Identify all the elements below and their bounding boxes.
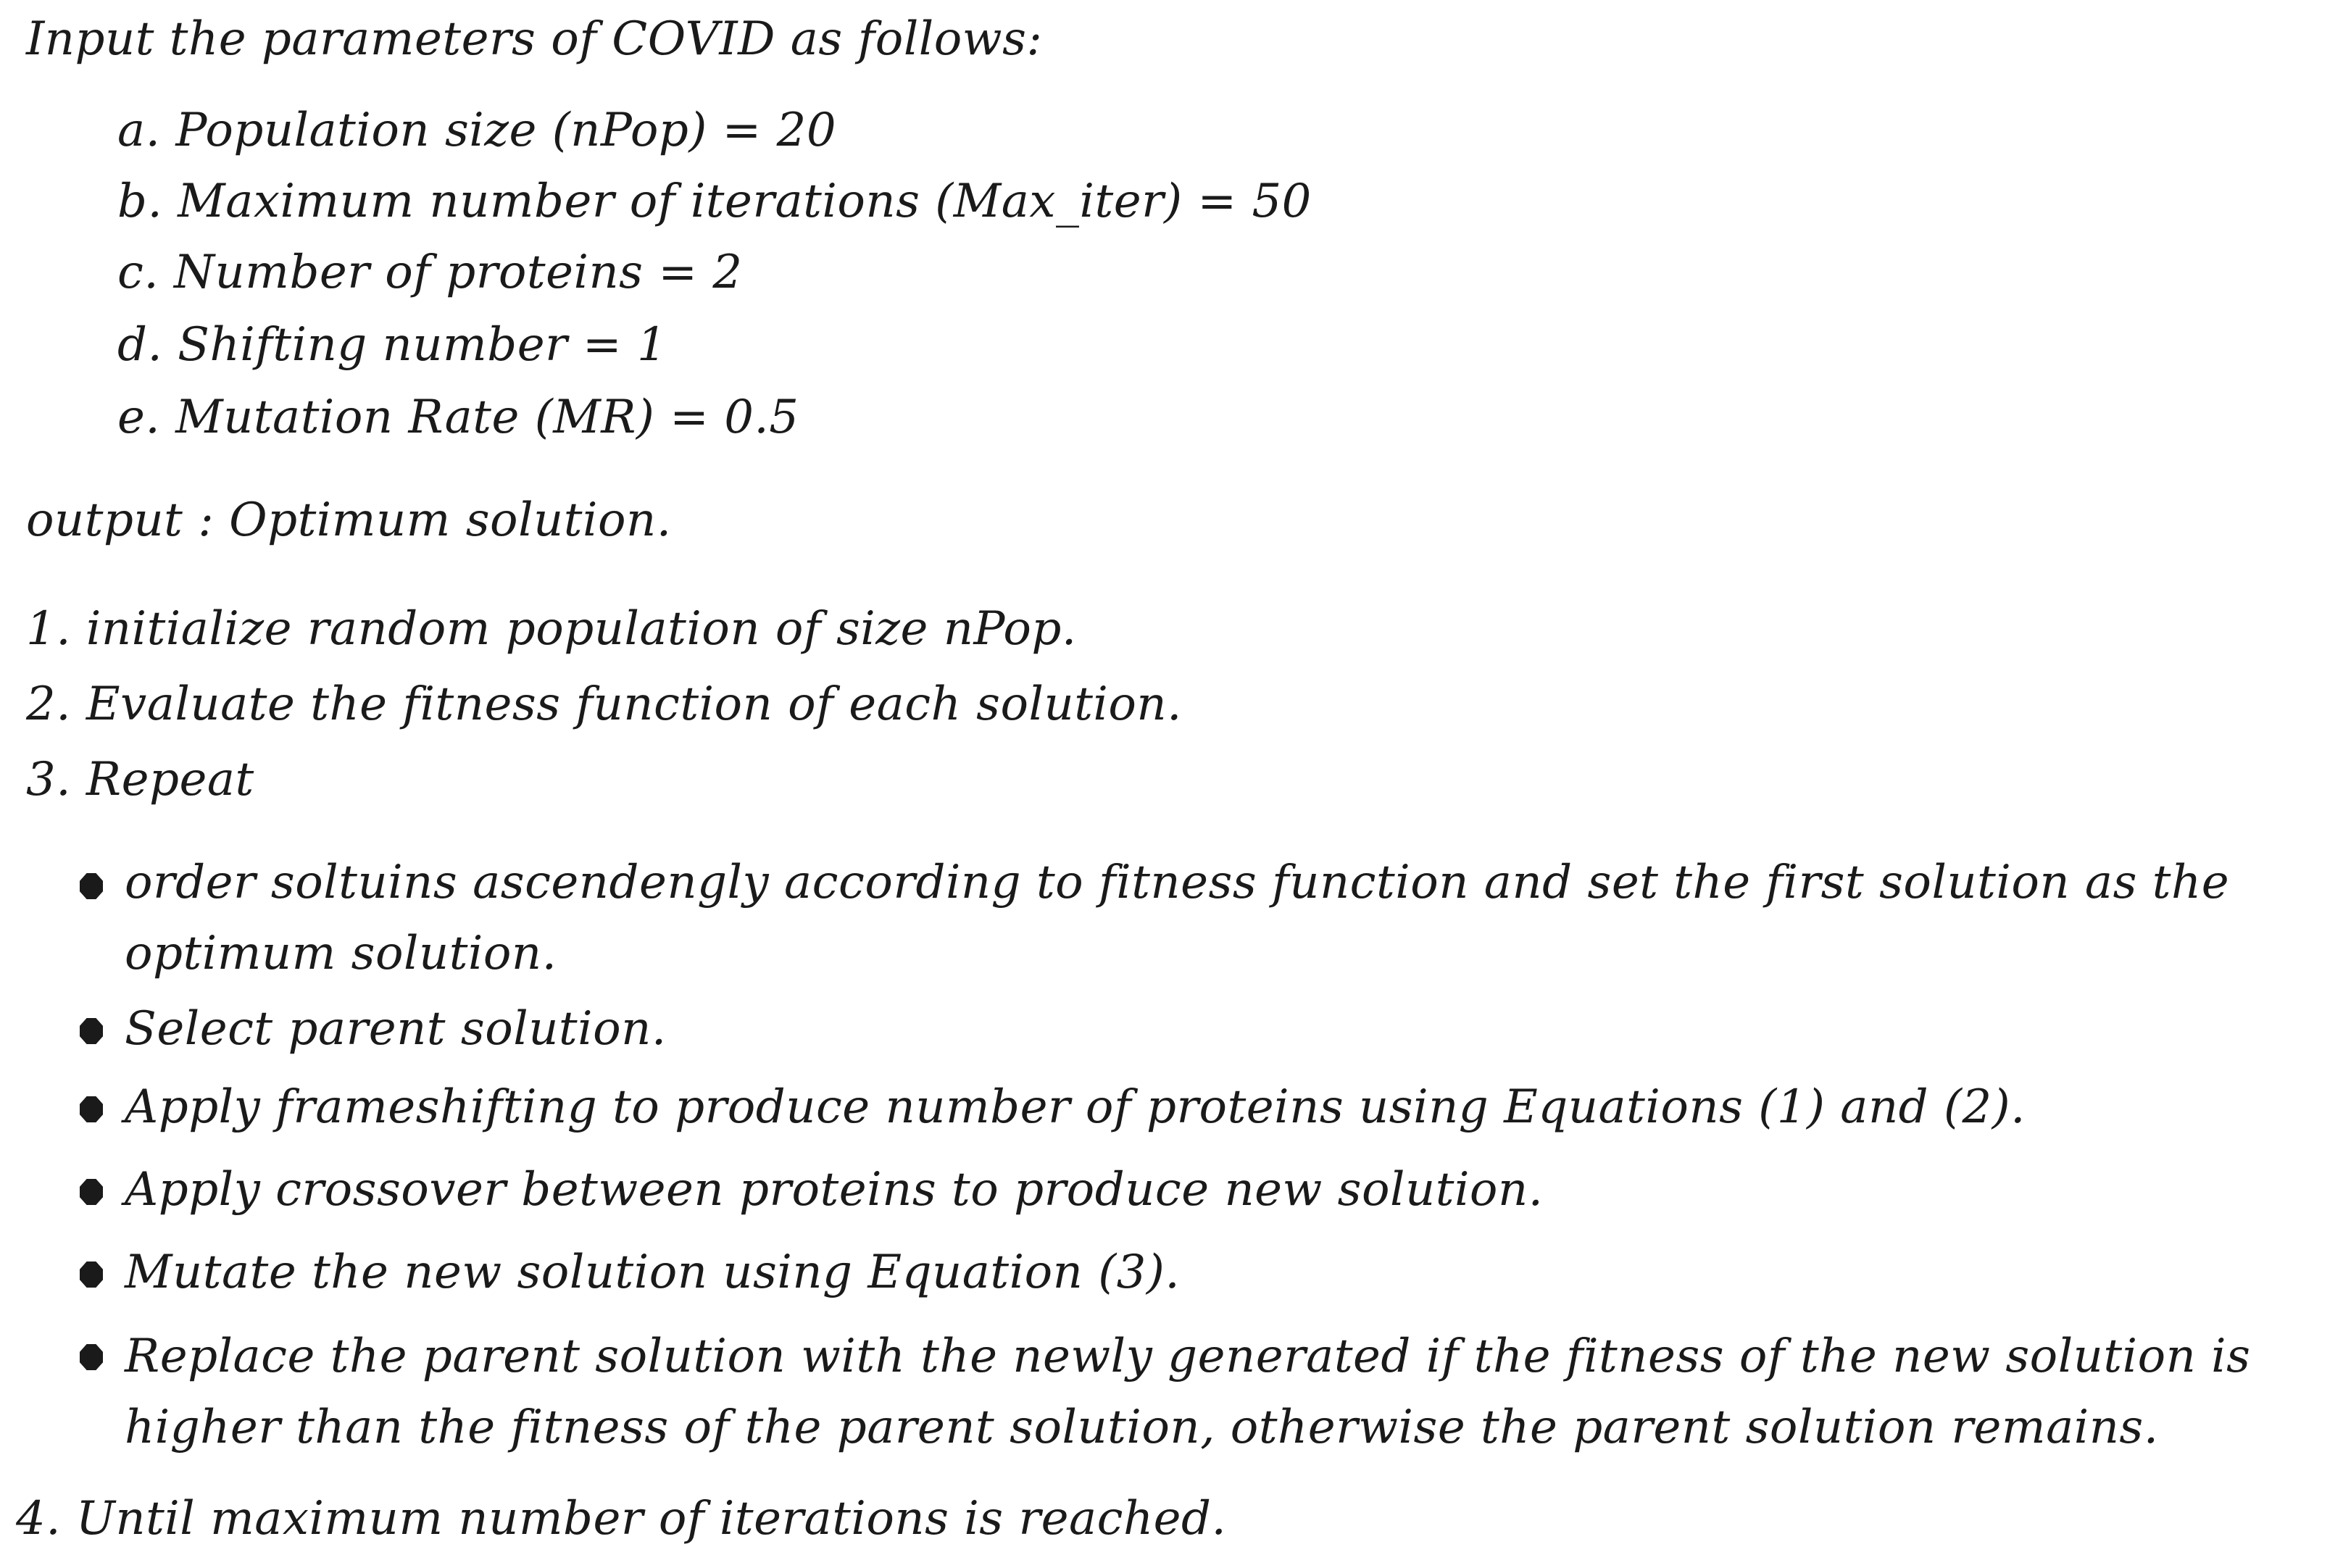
bullet-icon xyxy=(80,1179,103,1205)
bullet-order-solutions: order soltuins ascendengly according to fitness function and set the first solution as the xyxy=(125,856,2230,909)
output-line: output : Optimum solution. xyxy=(26,493,672,547)
input-header: Input the parameters of COVID as follows: xyxy=(26,12,1043,66)
bullet-replace-parent: Replace the parent solution with the newly generated if the fitness of the new solution is xyxy=(125,1330,2251,1383)
bullet-select-parent: Select parent solution. xyxy=(125,1002,667,1056)
bullet-order-solutions-cont: optimum solution. xyxy=(125,927,557,980)
step-initialize: 1. initialize random population of size nPop. xyxy=(26,602,1077,656)
bullet-apply-frameshifting: Apply frameshifting to produce number of proteins using Equations (1) and (2). xyxy=(125,1080,2026,1134)
parameter-shifting-number: d. Shifting number = 1 xyxy=(117,318,667,372)
parameter-mutation-rate: e. Mutation Rate (MR) = 0.5 xyxy=(117,391,799,444)
step-repeat: 3. Repeat xyxy=(26,753,254,806)
bullet-icon xyxy=(80,1096,103,1122)
parameter-max-iterations: b. Maximum number of iterations (Max_iter) = 50 xyxy=(117,175,1312,228)
bullet-icon xyxy=(80,1262,103,1288)
bullet-icon xyxy=(80,873,103,899)
bullet-icon xyxy=(80,1344,103,1370)
bullet-apply-crossover: Apply crossover between proteins to produce new solution. xyxy=(125,1163,1544,1217)
step-until: 4. Until maximum number of iterations is reached. xyxy=(16,1492,1227,1546)
bullet-icon xyxy=(80,1018,103,1044)
parameter-number-of-proteins: c. Number of proteins = 2 xyxy=(117,246,743,299)
bullet-replace-parent-cont: higher than the fitness of the parent solution, otherwise the parent solution remains. xyxy=(125,1401,2159,1454)
step-evaluate: 2. Evaluate the fitness function of each solution. xyxy=(26,677,1182,731)
bullet-mutate: Mutate the new solution using Equation (3). xyxy=(125,1246,1181,1299)
parameter-population-size: a. Population size (nPop) = 20 xyxy=(117,104,837,157)
